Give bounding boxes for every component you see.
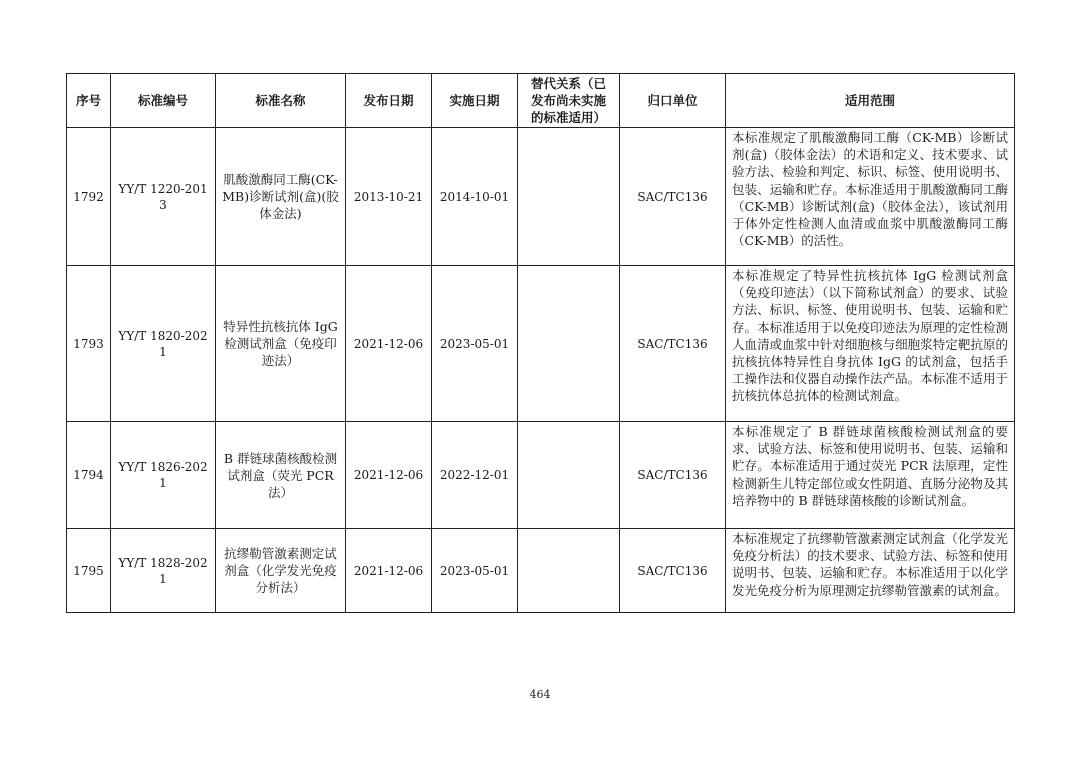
- page-number: 464: [529, 688, 551, 701]
- cell-publish-date: 2021-12-06: [346, 422, 432, 529]
- header-implement-date: 实施日期: [432, 74, 518, 128]
- header-name: 标准名称: [216, 74, 346, 128]
- cell-seq: 1792: [67, 128, 111, 266]
- cell-seq: 1793: [67, 266, 111, 422]
- cell-implement-date: 2022-12-01: [432, 422, 518, 529]
- cell-code: YY/T 1828-2021: [111, 529, 216, 613]
- cell-name: B 群链球菌核酸检测试剂盒（荧光 PCR 法）: [216, 422, 346, 529]
- cell-code: YY/T 1820-2021: [111, 266, 216, 422]
- cell-unit: SAC/TC136: [620, 128, 726, 266]
- header-publish-date: 发布日期: [346, 74, 432, 128]
- cell-scope: 本标准规定了肌酸激酶同工酶（CK-MB）诊断试剂(盒)（胶体金法）的术语和定义、技术要求、试验方法、检验和判定、标识、标签、使用说明书、包装、运输和贮存。本标准适用于肌酸激酶同工酶（CK-MB）诊断试剂(盒)（胶体金法），该试剂用于体外定性检测人血清或血浆中肌酸激酶同工酶（CK-MB）的活性。: [726, 128, 1015, 266]
- cell-implement-date: 2014-10-01: [432, 128, 518, 266]
- header-code: 标准编号: [111, 74, 216, 128]
- cell-seq: 1794: [67, 422, 111, 529]
- cell-unit: SAC/TC136: [620, 529, 726, 613]
- cell-unit: SAC/TC136: [620, 422, 726, 529]
- cell-publish-date: 2021-12-06: [346, 266, 432, 422]
- cell-unit: SAC/TC136: [620, 266, 726, 422]
- table-row: [67, 422, 1015, 529]
- cell-publish-date: 2021-12-06: [346, 529, 432, 613]
- cell-name: 抗缪勒管激素测定试剂盒（化学发光免疫分析法）: [216, 529, 346, 613]
- cell-replacement: [518, 529, 620, 613]
- header-unit: 归口单位: [620, 74, 726, 128]
- cell-replacement: [518, 128, 620, 266]
- table-row: [67, 266, 1015, 422]
- cell-name: 肌酸激酶同工酶(CK-MB)诊断试剂(盒)(胶体金法): [216, 128, 346, 266]
- cell-code: YY/T 1826-2021: [111, 422, 216, 529]
- cell-replacement: [518, 422, 620, 529]
- header-seq: 序号: [67, 74, 111, 128]
- cell-publish-date: 2013-10-21: [346, 128, 432, 266]
- cell-code: YY/T 1220-2013: [111, 128, 216, 266]
- table-row: [67, 529, 1015, 613]
- cell-seq: 1795: [67, 529, 111, 613]
- cell-implement-date: 2023-05-01: [432, 529, 518, 613]
- header-scope: 适用范围: [726, 74, 1015, 128]
- cell-scope: 本标准规定了特异性抗核抗体 IgG 检测试剂盒（免疫印迹法）（以下简称试剂盒）的要求、试验方法、标识、标签、使用说明书、包装、运输和贮存。本标准适用于以免疫印迹法为原理的定性检测人血清或血浆中针对细胞核与细胞浆特定靶抗原的抗核抗体特异性自身抗体 IgG 的试剂盒，包括手工操作法和仪器自动操作法产品。本标准不适用于抗核抗体总抗体的检测试剂盒。: [726, 266, 1015, 422]
- cell-scope: 本标准规定了 B 群链球菌核酸检测试剂盒的要求、试验方法、标签和使用说明书、包装、运输和贮存。本标准适用于通过荧光 PCR 法原理，定性检测新生儿特定部位或女性阴道、直肠分泌物及其培养物中的 B 群链球菌核酸的诊断试剂盒。: [726, 422, 1015, 529]
- header-replacement: 替代关系（已发布尚未实施的标准适用）: [518, 74, 620, 128]
- table-row: [67, 128, 1015, 266]
- cell-replacement: [518, 266, 620, 422]
- cell-name: 特异性抗核抗体 IgG 检测试剂盒（免疫印迹法）: [216, 266, 346, 422]
- standards-table: [66, 73, 1015, 613]
- cell-scope: 本标准规定了抗缪勒管激素测定试剂盒（化学发光免疫分析法）的技术要求、试验方法、标签和使用说明书、包装、运输和贮存。本标准适用于以化学发光免疫分析为原理测定抗缪勒管激素的试剂盒。: [726, 529, 1015, 613]
- cell-implement-date: 2023-05-01: [432, 266, 518, 422]
- header-row: [67, 74, 1015, 128]
